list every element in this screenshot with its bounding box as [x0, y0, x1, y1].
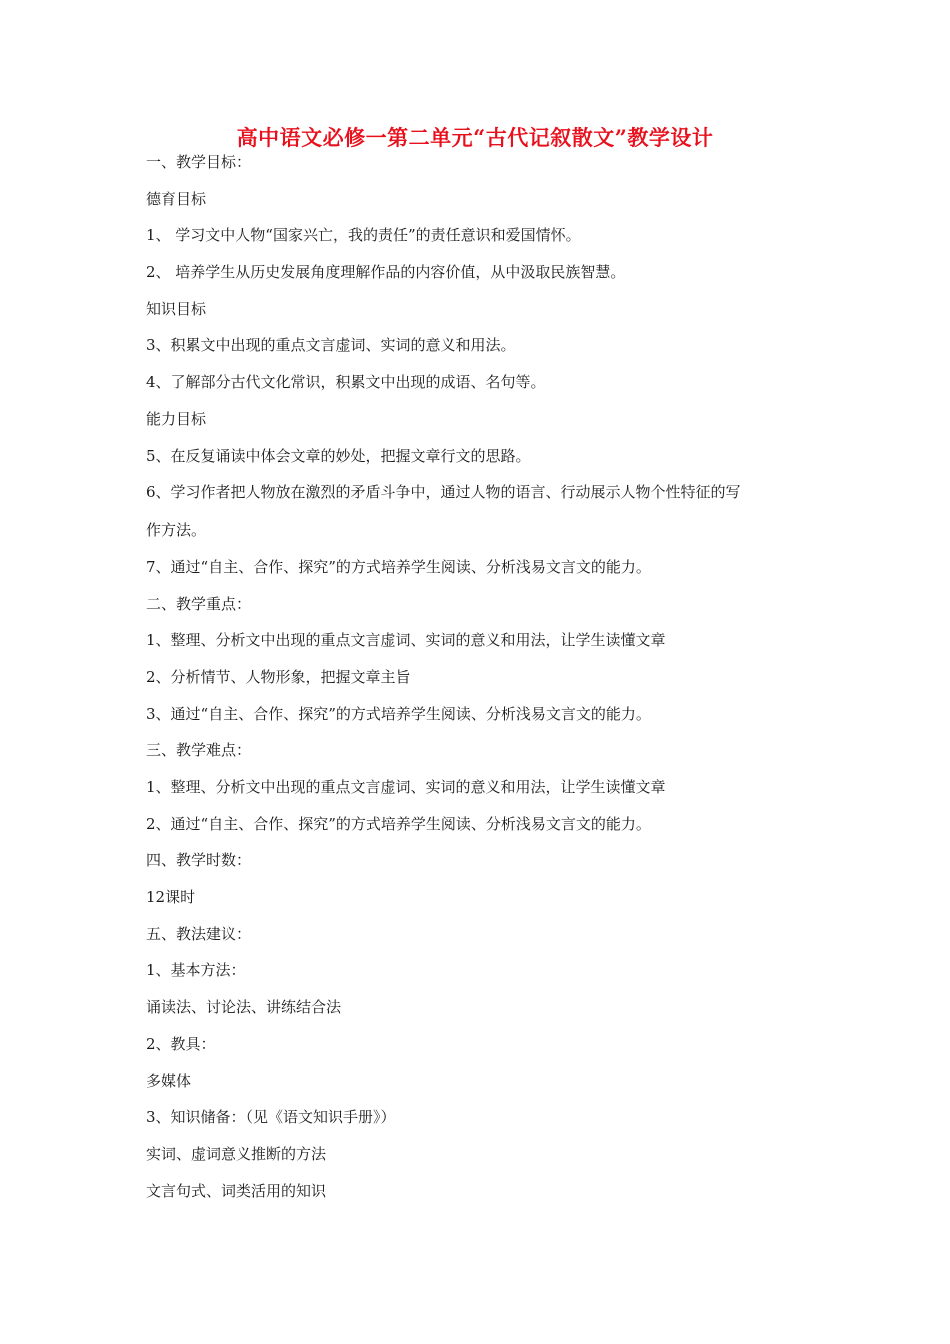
difficulty-item-2: 2、通过“自主、合作、探究”的方式培养学生阅读、分析浅易文言文的能力。 [146, 814, 651, 833]
objective-item-3: 3、积累文中出现的重点文言虚词、实词的意义和用法。 [146, 336, 516, 355]
section-heading-class-hours: 四、教学时数： [146, 851, 252, 870]
objective-item-5: 5、在反复诵读中体会文章的妙处，把握文章行文的思路。 [146, 446, 531, 465]
method-tools-content: 多媒体 [146, 1071, 192, 1090]
objective-item-6: 6、学习作者把人物放在激烈的矛盾斗争中，通过人物的语言、行动展示人物个性特征的写 [146, 483, 741, 502]
method-subheading-knowledge-reserve: 3、知识储备：（见《语文知识手册》） [146, 1108, 396, 1127]
section-heading-difficulties: 三、教学难点： [146, 741, 252, 760]
objective-item-7: 7、通过“自主、合作、探究”的方式培养学生阅读、分析浅易文言文的能力。 [146, 557, 651, 576]
method-subheading-tools: 2、教具： [146, 1034, 216, 1053]
key-point-item-1: 1、整理、分析文中出现的重点文言虚词、实词的意义和用法，让学生读懂文章 [146, 631, 666, 650]
method-basic-content: 诵读法、讨论法、讲练结合法 [146, 998, 342, 1017]
subheading-knowledge-objectives: 知识目标 [146, 299, 207, 318]
method-subheading-basic: 1、基本方法： [146, 961, 246, 980]
key-point-item-3: 3、通过“自主、合作、探究”的方式培养学生阅读、分析浅易文言文的能力。 [146, 704, 651, 723]
objective-item-4: 4、了解部分古代文化常识，积累文中出现的成语、名句等。 [146, 373, 546, 392]
section-heading-key-points: 二、教学重点： [146, 594, 252, 613]
document-body [146, 152, 826, 1217]
objective-item-1: 1、 学习文中人物“国家兴亡，我的责任”的责任意识和爱国情怀。 [146, 226, 581, 245]
difficulty-item-1: 1、整理、分析文中出现的重点文言虚词、实词的意义和用法，让学生读懂文章 [146, 778, 666, 796]
knowledge-reserve-item-1: 实词、虚词意义推断的方法 [146, 1144, 327, 1163]
subheading-ability-objectives: 能力目标 [146, 409, 207, 428]
section-heading-teaching-methods: 五、教法建议： [146, 924, 252, 943]
subheading-moral-objectives: 德育目标 [146, 189, 207, 208]
document-title: 高中语文必修一第二单元“古代记叙散文”教学设计 [236, 125, 714, 150]
class-hours-value: 12课时 [146, 888, 196, 907]
objective-item-6-continued: 作方法。 [146, 521, 207, 540]
key-point-item-2: 2、分析情节、人物形象，把握文章主旨 [146, 667, 411, 686]
knowledge-reserve-item-2: 文言句式、词类活用的知识 [146, 1181, 327, 1200]
section-heading-objectives: 一、教学目标： [146, 153, 252, 171]
objective-item-2: 2、 培养学生从历史发展角度理解作品的内容价值，从中汲取民族智慧。 [146, 263, 626, 282]
